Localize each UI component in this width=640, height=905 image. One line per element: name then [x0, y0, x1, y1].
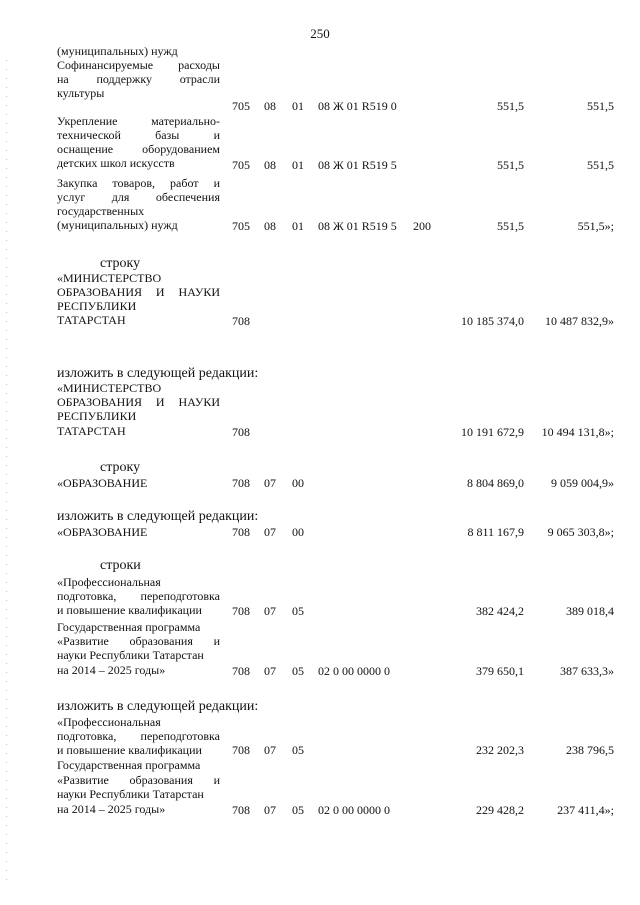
subsection-code: 05 [292, 604, 304, 618]
ministry-code: 705 [232, 99, 250, 113]
row-label: РЕСПУБЛИКИ [57, 299, 137, 313]
row-label: «МИНИСТЕРСТВО [57, 271, 162, 285]
amount-2021: 551,5 [497, 158, 524, 172]
amount-2021: 8 804 869,0 [467, 476, 524, 490]
subsection-code: 05 [292, 664, 304, 678]
row-label: «МИНИСТЕРСТВО [57, 381, 162, 395]
row-label: детских школ искусств [57, 156, 175, 170]
amount-2021: 10 191 672,9 [461, 425, 524, 439]
target-code: 08 Ж 01 R519 5 [318, 219, 397, 233]
row-label: на поддержку отрасли [57, 72, 220, 86]
section-code: 07 [264, 476, 276, 490]
amount-2022: 389 018,4 [566, 604, 614, 618]
row-label: ОБРАЗОВАНИЯ И НАУКИ [57, 395, 220, 409]
amendment-heading: изложить в следующей редакции: [57, 366, 259, 381]
section-code: 08 [264, 158, 276, 172]
amendment-heading: изложить в следующей редакции: [57, 699, 259, 714]
row-label: подготовка, переподготовка [57, 729, 220, 743]
row-label: ТАТАРСТАН [57, 424, 126, 438]
row-label: «Развитие образования и [57, 634, 220, 648]
amount-2022: 551,5»; [577, 219, 614, 233]
subsection-code: 01 [292, 158, 304, 172]
subsection-code: 01 [292, 99, 304, 113]
subsection-code: 01 [292, 219, 304, 233]
ministry-code: 708 [232, 803, 250, 817]
row-label: и повышение квалификации [57, 603, 202, 617]
row-label: государственных [57, 204, 145, 218]
amount-2021: 382 424,2 [476, 604, 524, 618]
amount-2022: 10 494 131,8»; [541, 425, 614, 439]
row-label: технической базы и [57, 128, 220, 142]
scan-margin-marks [6, 60, 7, 880]
section-code: 07 [264, 803, 276, 817]
target-code: 02 0 00 0000 0 [318, 664, 390, 678]
amount-2021: 10 185 374,0 [461, 314, 524, 328]
row-label: «Развитие образования и [57, 773, 220, 787]
amount-2021: 229 428,2 [476, 803, 524, 817]
ministry-code: 708 [232, 314, 250, 328]
section-code: 07 [264, 604, 276, 618]
amount-2021: 551,5 [497, 219, 524, 233]
expense-type-code: 200 [413, 219, 431, 233]
amount-2022: 238 796,5 [566, 743, 614, 757]
row-label: науки Республики Татарстан [57, 787, 204, 801]
ministry-code: 708 [232, 425, 250, 439]
section-code: 07 [264, 525, 276, 539]
amount-2021: 8 811 167,9 [467, 525, 524, 539]
row-label: «ОБРАЗОВАНИЕ [57, 525, 148, 539]
amount-2022: 551,5 [587, 158, 614, 172]
ministry-code: 705 [232, 219, 250, 233]
section-code: 08 [264, 99, 276, 113]
row-label: услуг для обеспечения [57, 190, 220, 204]
page-number: 250 [310, 26, 330, 41]
row-label: «Профессиональная [57, 715, 161, 729]
amendment-heading: изложить в следующей редакции: [57, 509, 259, 524]
amount-2022: 237 411,4»; [557, 803, 614, 817]
row-label: науки Республики Татарстан [57, 648, 204, 662]
ministry-code: 708 [232, 525, 250, 539]
amount-2021: 551,5 [497, 99, 524, 113]
ministry-code: 708 [232, 604, 250, 618]
row-label: Государственная программа [57, 620, 201, 634]
row-label: «ОБРАЗОВАНИЕ [57, 476, 148, 490]
row-label: (муниципальных) нужд [57, 218, 178, 232]
row-label: культуры [57, 86, 105, 100]
row-label: «Профессиональная [57, 575, 161, 589]
row-label: (муниципальных) нужд [57, 44, 178, 58]
amount-2022: 387 633,3» [560, 664, 614, 678]
row-label: Закупка товаров, работ и [57, 176, 220, 190]
target-code: 02 0 00 0000 0 [318, 803, 390, 817]
row-label: и повышение квалификации [57, 743, 202, 757]
section-code: 07 [264, 664, 276, 678]
amendment-heading: строку [100, 256, 141, 271]
row-label: ОБРАЗОВАНИЯ И НАУКИ [57, 285, 220, 299]
amendment-heading: строки [100, 558, 141, 573]
subsection-code: 05 [292, 743, 304, 757]
row-label: подготовка, переподготовка [57, 589, 220, 603]
ministry-code: 708 [232, 743, 250, 757]
row-label: на 2014 – 2025 годы» [57, 663, 166, 677]
amount-2021: 379 650,1 [476, 664, 524, 678]
amount-2022: 9 065 303,8»; [547, 525, 614, 539]
row-label: Софинансируемые расходы [57, 58, 220, 72]
row-label: Государственная программа [57, 758, 201, 772]
subsection-code: 00 [292, 525, 304, 539]
row-label: Укрепление материально- [57, 114, 220, 128]
amount-2021: 232 202,3 [476, 743, 524, 757]
row-label: РЕСПУБЛИКИ [57, 409, 137, 423]
target-code: 08 Ж 01 R519 0 [318, 99, 397, 113]
subsection-code: 05 [292, 803, 304, 817]
amount-2022: 551,5 [587, 99, 614, 113]
subsection-code: 00 [292, 476, 304, 490]
row-label: ТАТАРСТАН [57, 313, 126, 327]
ministry-code: 708 [232, 664, 250, 678]
amendment-heading: строку [100, 460, 141, 475]
amount-2022: 9 059 004,9» [551, 476, 614, 490]
ministry-code: 708 [232, 476, 250, 490]
amount-2022: 10 487 832,9» [545, 314, 614, 328]
target-code: 08 Ж 01 R519 5 [318, 158, 397, 172]
row-label: на 2014 – 2025 годы» [57, 802, 166, 816]
section-code: 07 [264, 743, 276, 757]
section-code: 08 [264, 219, 276, 233]
row-label: оснащение оборудованием [57, 142, 220, 156]
ministry-code: 705 [232, 158, 250, 172]
